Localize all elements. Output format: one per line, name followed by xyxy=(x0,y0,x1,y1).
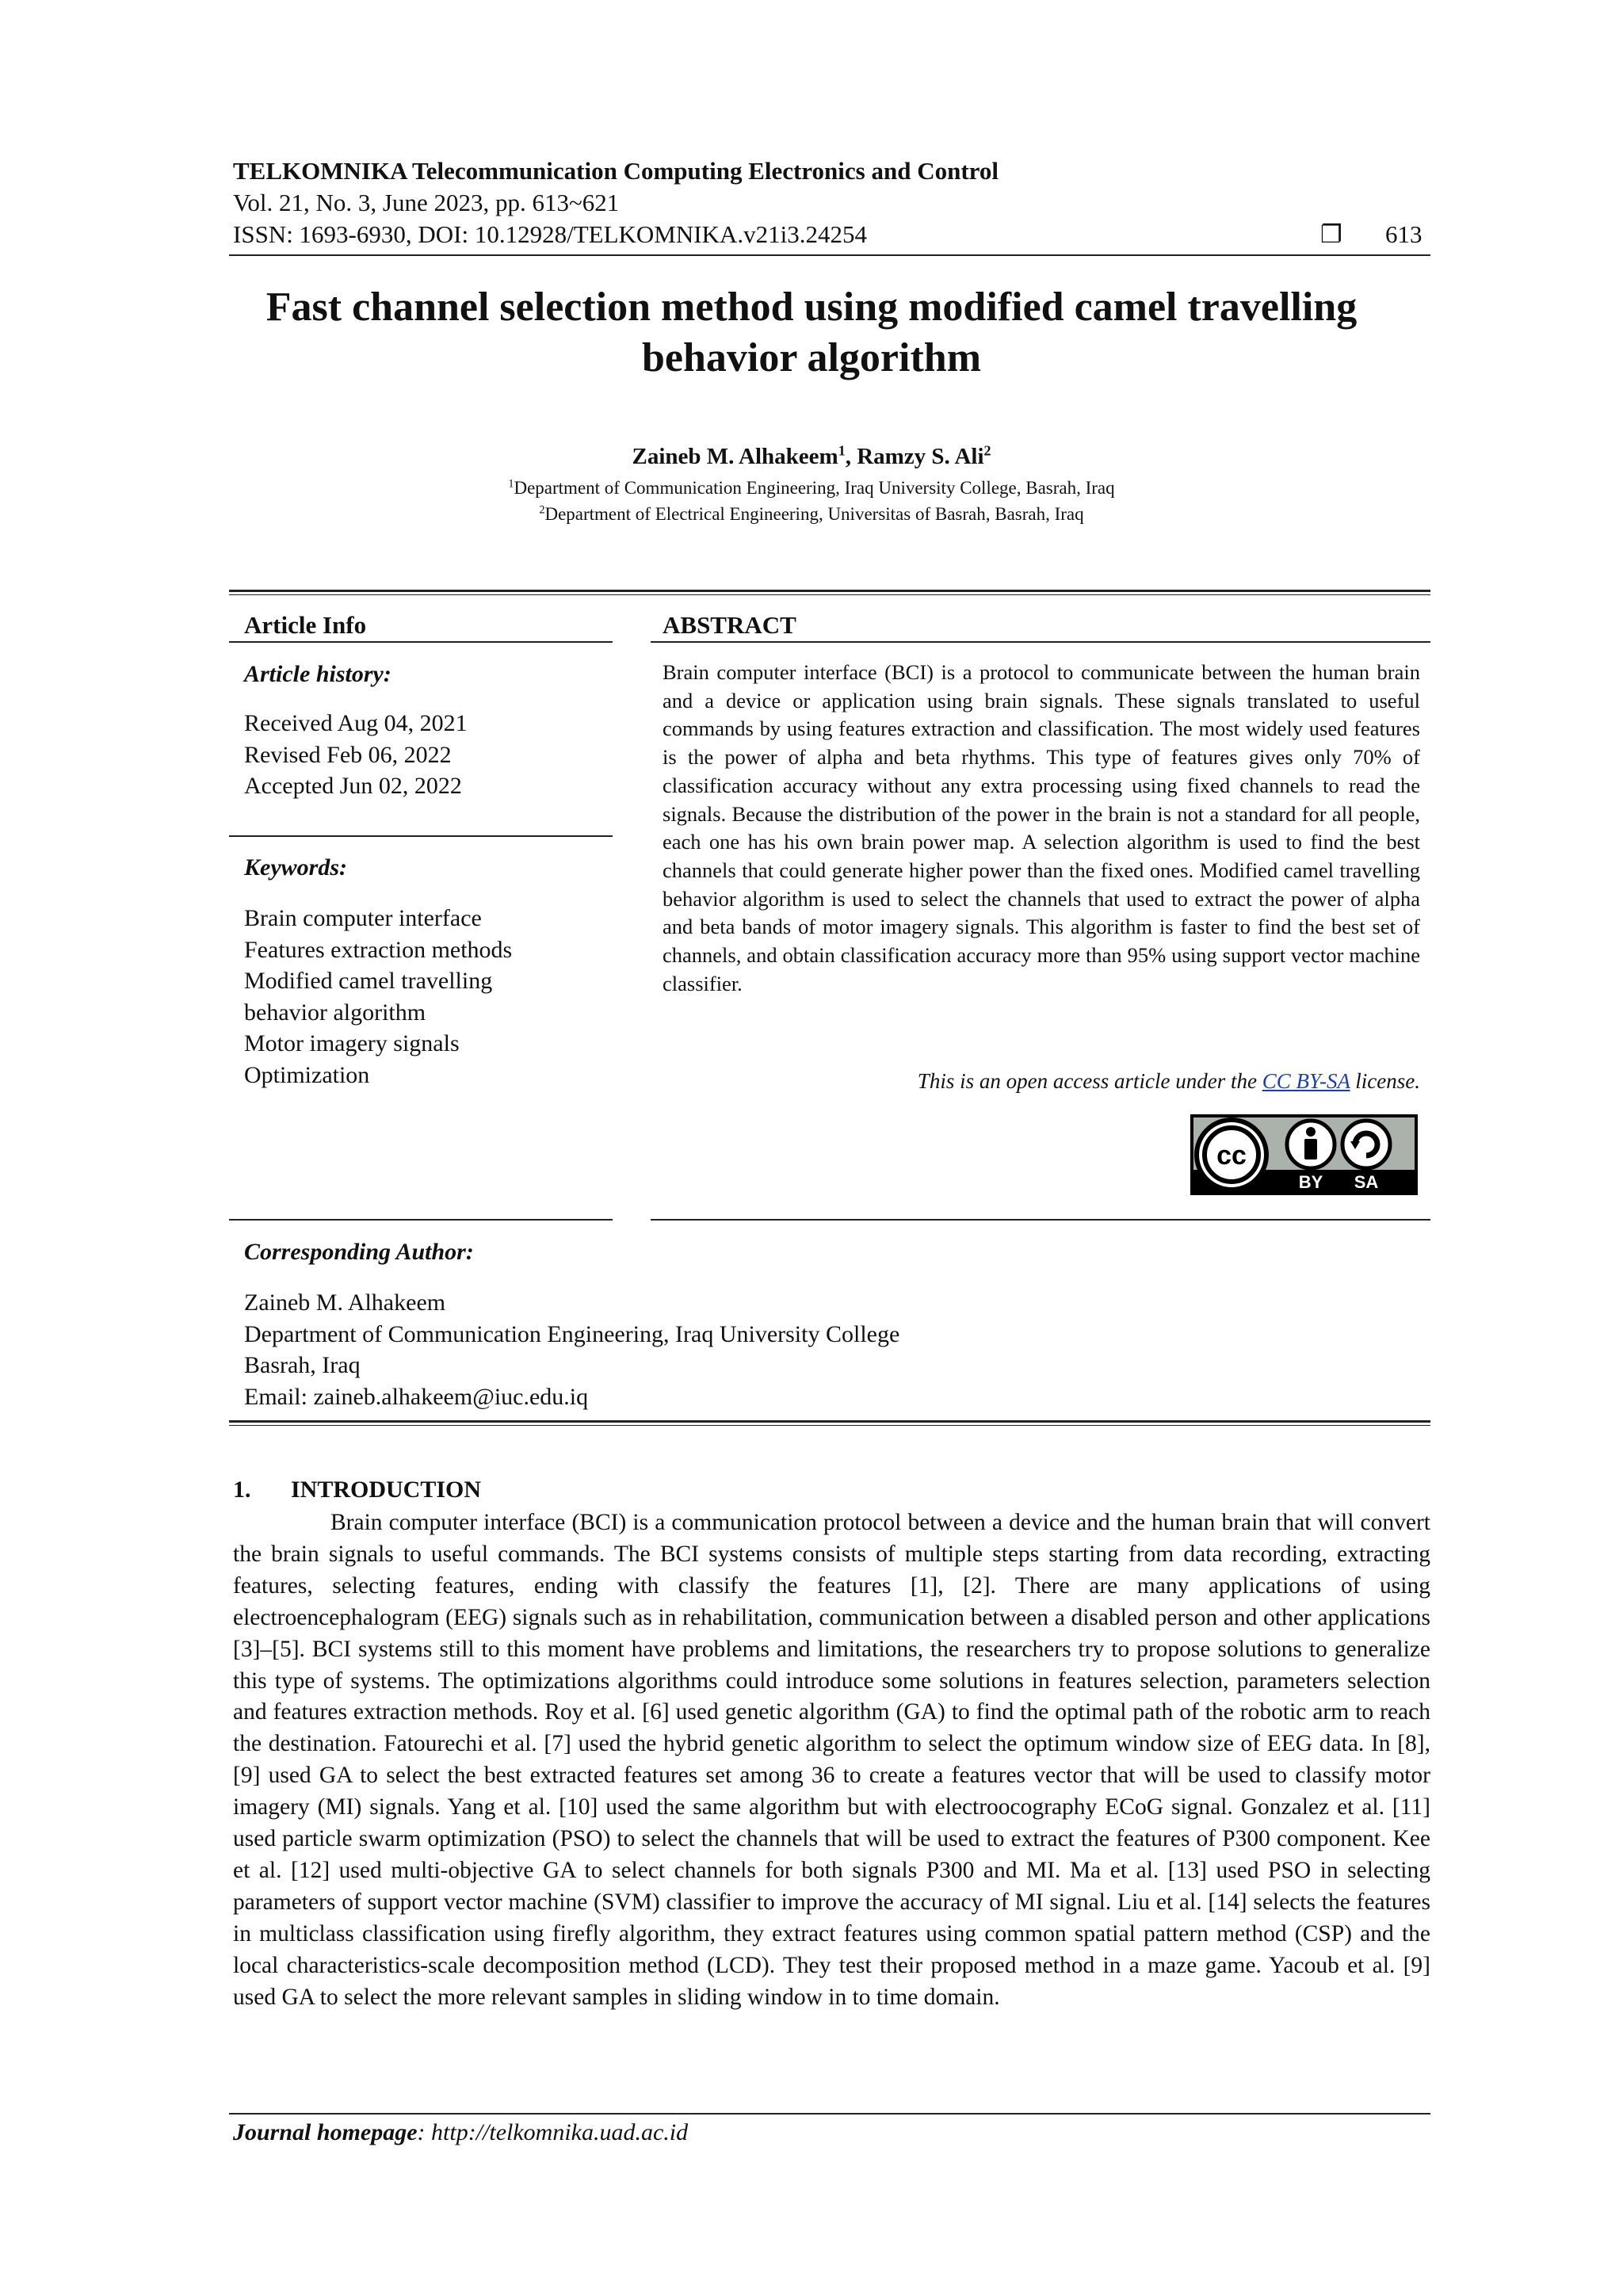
license-post: license. xyxy=(1350,1069,1420,1093)
keyword-item: behavior algorithm xyxy=(244,999,426,1026)
info-top-rule xyxy=(229,590,1430,592)
corresponding-details xyxy=(244,1287,899,1412)
article-info-heading: Article Info xyxy=(244,611,367,639)
issn-doi: ISSN: 1693-6930, DOI: 10.12928/TELKOMNIKA.v21i3.24254 xyxy=(233,220,867,248)
corresponding-name: Zaineb M. Alhakeem xyxy=(244,1289,446,1316)
section-heading: INTRODUCTION xyxy=(291,1477,482,1503)
affiliation-2-text: Department of Electrical Engineering, Universitas of Basrah, Basrah, Iraq xyxy=(544,504,1084,524)
abstract-text: Brain computer interface (BCI) is a protocol to communicate between the human brain and a device or application using brain signals. These signals translated to useful commands by using features extraction and classification. The most widely used features is the power of alpha and beta rhythms. This type of features gives only 70% of classification accuracy without any extra processing using fixed channels to read the signals. Because the distribution of the power in the brain is not a standard for all people, each one has his own brain power map. A selection algorithm is used to find the best channels that could generate higher power than the fixed ones. Modified camel travelling behavior algorithm is used to select the channels that used to extract the power of alpha and beta bands of motor imagery signals. This algorithm is faster to find the best set of channels, and obtain classification accuracy more than 95% using support vector machine classifier. xyxy=(663,660,1420,995)
corresponding-email: Email: zaineb.alhakeem@iuc.edu.iq xyxy=(244,1383,589,1410)
box-icon: ❐ xyxy=(1320,220,1342,248)
footer-label: Journal homepage xyxy=(233,2119,418,2145)
page-number: 613 xyxy=(1385,220,1423,248)
article-info-rule xyxy=(229,641,613,643)
info-bottom-rule-left xyxy=(229,1219,613,1221)
cc-by-sa-icon xyxy=(1190,1114,1418,1195)
affiliation-1-sup: 1 xyxy=(508,477,514,491)
journal-name: TELKOMNIKA Telecommunication Computing Electronics and Control xyxy=(233,157,999,185)
info-top-rule-thin xyxy=(229,594,1430,595)
history-received: Received Aug 04, 2021 xyxy=(244,710,468,736)
author-2-sup: 2 xyxy=(983,442,991,459)
paper-title xyxy=(182,282,1441,384)
author-separator: , xyxy=(845,444,857,469)
keyword-item: Optimization xyxy=(244,1061,370,1088)
author-list xyxy=(0,444,1623,470)
cc-text: cc xyxy=(1216,1140,1247,1171)
sa-text: SA xyxy=(1354,1172,1379,1192)
corresponding-rule-thin xyxy=(229,1425,1430,1426)
history-list xyxy=(244,708,468,802)
keywords-list xyxy=(244,903,512,1091)
keyword-item: Modified camel travelling xyxy=(244,968,493,994)
abstract-rule xyxy=(651,641,1430,643)
keywords-heading: Keywords: xyxy=(244,854,347,881)
history-accepted: Accepted Jun 02, 2022 xyxy=(244,773,462,799)
keyword-item: Motor imagery signals xyxy=(244,1030,460,1056)
footer-separator: : xyxy=(417,2119,432,2145)
keywords-rule xyxy=(229,835,613,837)
author-1: Zaineb M. Alhakeem xyxy=(632,444,838,469)
section-number: 1. xyxy=(233,1477,251,1503)
author-2: Ramzy S. Ali xyxy=(857,444,984,469)
footer-url[interactable]: http://telkomnika.uad.ac.id xyxy=(431,2119,689,2145)
license-link[interactable]: CC BY-SA xyxy=(1262,1069,1350,1093)
header-rule xyxy=(229,254,1430,256)
keyword-item: Brain computer interface xyxy=(244,905,482,931)
corresponding-city: Basrah, Iraq xyxy=(244,1352,361,1378)
footer xyxy=(233,2119,688,2146)
corresponding-department: Department of Communication Engineering, Iraq University College xyxy=(244,1320,900,1347)
history-revised: Revised Feb 06, 2022 xyxy=(244,741,452,768)
keyword-item: Features extraction methods xyxy=(244,936,513,963)
introduction-paragraph: Brain computer interface (BCI) is a communication protocol between a device and the human brain that will convert the brain signals to useful commands. The BCI systems consists of multiple steps starting from data recording, extracting features, selecting features, ending with classify the features [1], [2]. There are many applications of using electroencephalogram (EEG) signals such as in rehabilitation, communication between a disabled person and other applications [3]–[5]. BCI systems still to this moment have problems and limitations, the researchers try to propose solutions to generalize this type of systems. The optimizations algorithms could introduce some solutions in features selection, parameters selection and features extraction methods. Roy et al. [6] used genetic algorithm (GA) to find the optimal path of the robotic arm to reach the destination. Fatourechi et al. [7] used the hybrid genetic algorithm to select the optimum window size of EEG data. In [8], [9] used GA to select the best extracted features set among 36 to create a features vector that will be used to classify motor imagery (MI) signals. Yang et al. [10] used the same algorithm but with electroocography ECoG signal. Gonzalez et al. [11] used particle swarm optimization (PSO) to select the channels that will be used to extract the features of P300 component. Kee et al. [12] used multi-objective GA to select channels for both signals P300 and MI. Ma et al. [13] used PSO in selecting parameters of support vector machine (SVM) classifier to improve the accuracy of MI signal. Liu et al. [14] selects the features in multiclass classification using firefly algorithm, they extract features using common spatial pattern method (CSP) and the local characteristics-scale decomposition method (LCD). They test their proposed method in a maze game. Yacoub et al. [9] used GA to select the more relevant samples in sliding window in to time domain. xyxy=(233,1510,1430,2010)
history-heading: Article history: xyxy=(244,661,391,687)
title-line-1: Fast channel selection method using modified camel travelling xyxy=(265,285,1358,330)
affiliation-1-text: Department of Communication Engineering, Iraq University College, Basrah, Iraq xyxy=(514,478,1115,498)
title-line-2: behavior algorithm xyxy=(641,335,982,380)
info-bottom-rule-right xyxy=(651,1219,1430,1221)
license-statement xyxy=(663,1069,1420,1094)
introduction-body xyxy=(233,1507,1430,2014)
corresponding-rule xyxy=(229,1420,1430,1423)
affiliation-2-sup: 2 xyxy=(539,503,545,517)
affiliation-1 xyxy=(0,478,1623,499)
author-1-sup: 1 xyxy=(838,442,846,459)
abstract-heading: ABSTRACT xyxy=(663,611,796,639)
license-pre: This is an open access article under the xyxy=(917,1069,1262,1093)
corresponding-heading: Corresponding Author: xyxy=(244,1239,474,1265)
by-text: BY xyxy=(1298,1172,1323,1192)
footer-rule xyxy=(229,2113,1430,2115)
volume-info: Vol. 21, No. 3, June 2023, pp. 613~621 xyxy=(233,189,620,216)
affiliation-2 xyxy=(0,504,1623,525)
